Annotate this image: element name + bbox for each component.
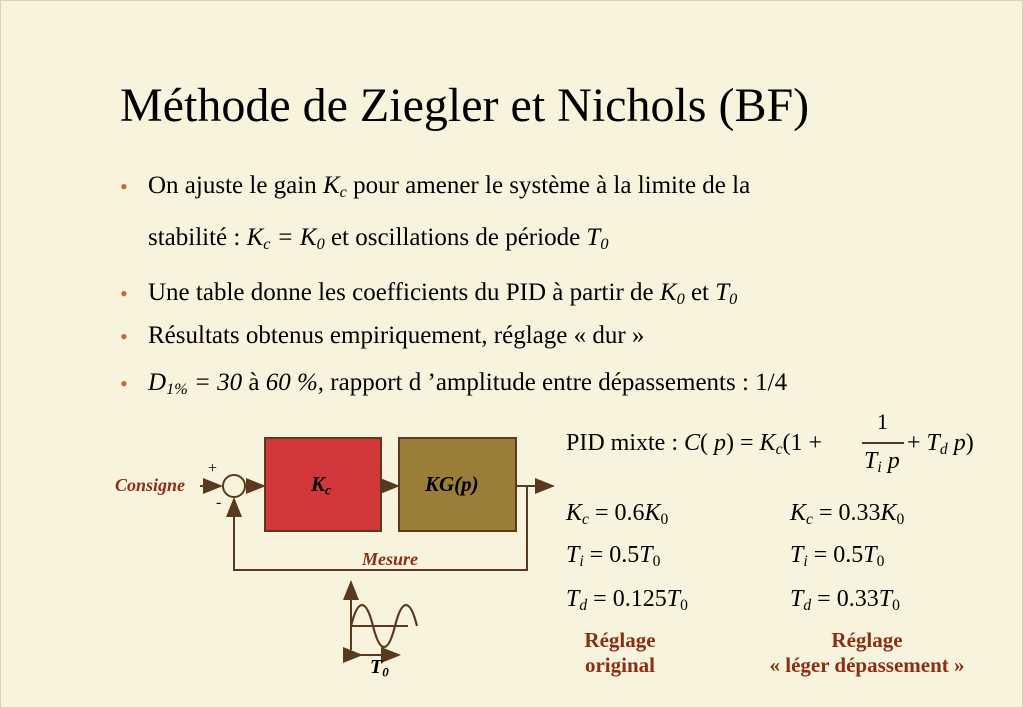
caption-original: Réglage original	[584, 628, 656, 677]
leger-ti: $T_i = 0.5T_0$	[790, 542, 885, 570]
bullet-3-text: Résultats obtenus empiriquement, réglage « dur »	[148, 322, 645, 349]
summing-junction	[223, 475, 245, 497]
orig-td: $T_d = 0.125T_0$	[566, 586, 688, 614]
kc-block-label: $K_c$	[311, 472, 332, 498]
pid-denominator: $T_i$ p	[864, 448, 900, 476]
mesure-label: Mesure	[362, 549, 419, 569]
bullet-2-text: Une table donne les coefficients du PID à partir de $K_0$ et $T_0$	[148, 279, 738, 309]
period-label: $T_0$	[370, 656, 389, 680]
bullet-dot: •	[120, 371, 128, 396]
consigne-label: Consigne	[115, 475, 186, 495]
kg-block-label: KG(p)	[425, 472, 479, 496]
pid-derivative-term: + $T_d$ p)	[907, 430, 974, 458]
plus-sign: +	[208, 460, 218, 477]
leger-kc: $K_c = 0.33K_0$	[790, 500, 905, 528]
pid-numerator: 1	[877, 409, 888, 434]
bullet-1-text: On ajuste le gain $K_c$ pour amener le système à la limite de la	[148, 172, 751, 202]
leger-td: $T_d = 0.33T_0$	[790, 586, 900, 614]
bullet-dot: •	[120, 324, 128, 349]
pid-formula: PID mixte : C( $p) = K_c(1$ +	[566, 430, 823, 458]
bullet-4-text: $D_{1\%} = 30$ à 60 %, rapport d ’amplitude entre dépassements : 1/4	[148, 369, 788, 399]
bullet-1-text-cont: stabilité : $K_c = K_0$ et oscillations de période $T_0$	[148, 224, 609, 254]
bullet-dot: •	[120, 281, 128, 306]
orig-ti: $T_i = 0.5T_0$	[566, 542, 661, 570]
bullet-dot: •	[120, 174, 128, 199]
orig-kc: $K_c = 0.6K_0$	[566, 500, 669, 528]
minus-sign: -	[216, 494, 222, 511]
slide-title: Méthode de Ziegler et Nichols (BF)	[120, 79, 810, 132]
caption-leger: Réglage « léger dépassement »	[769, 628, 965, 677]
